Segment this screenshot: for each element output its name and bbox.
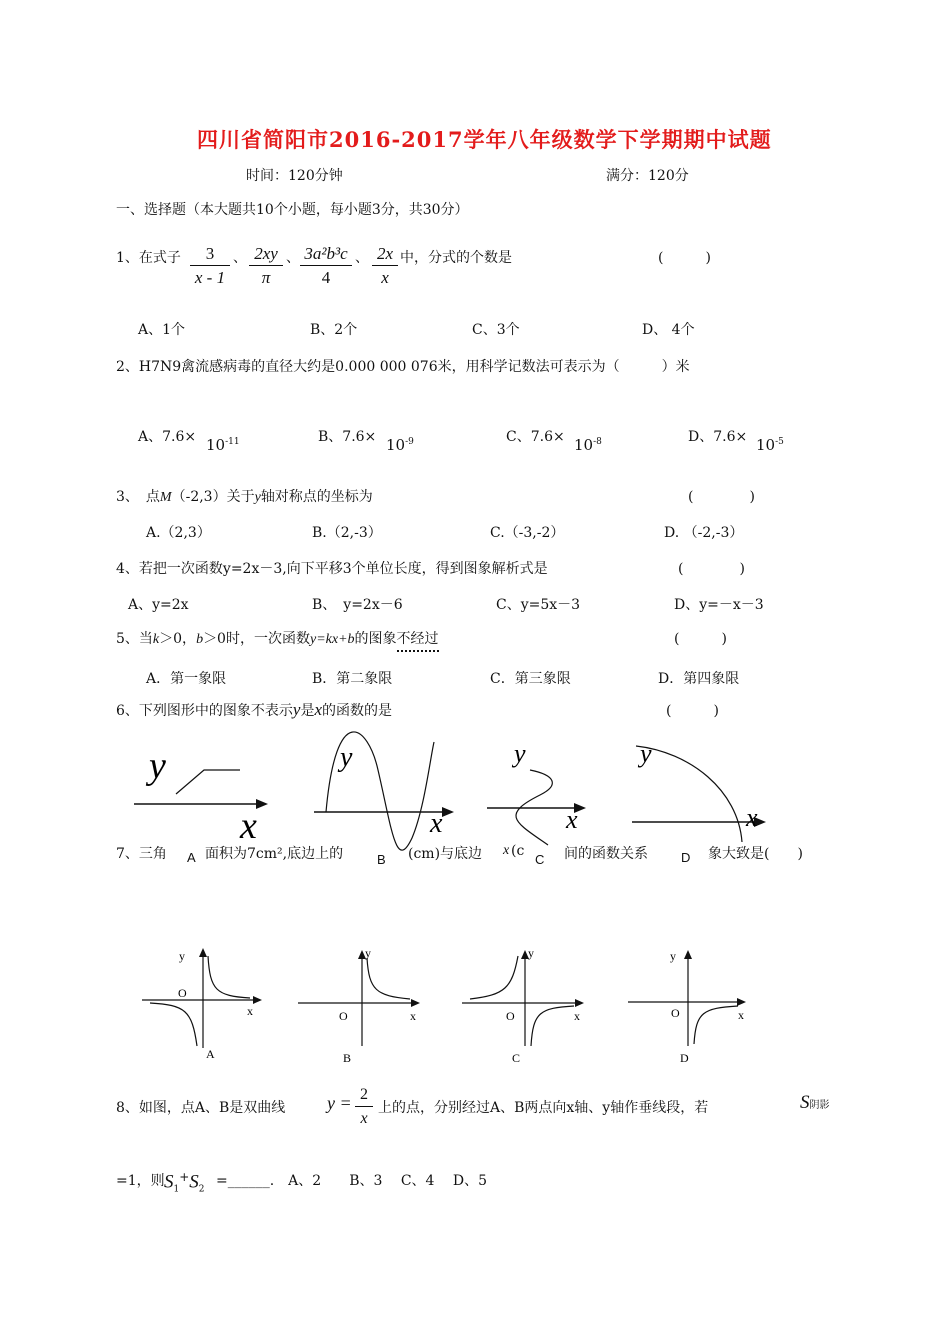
q2-d-exp: -5 (775, 437, 784, 447)
q3-answer-paren: ( ) (688, 489, 755, 505)
q2-text: 2、H7N9禽流感病毒的直径大约是0.000 000 076米，用科学记数法可表示为（ ）米 (116, 359, 690, 375)
q2-c-base: 10 (574, 436, 594, 454)
q5-bvar: b (196, 632, 204, 647)
q7-b-o: O (339, 1009, 348, 1023)
q5-option-b: B．第二象限 (312, 671, 393, 687)
q7-b-x: x (410, 1009, 416, 1023)
q2-d-lead: D、7.6× (688, 429, 748, 445)
q7-a-x: x (247, 1004, 253, 1018)
q7-b-y: y (365, 946, 371, 960)
q6-a-x-label: x (240, 805, 257, 847)
q7-d-y: y (670, 949, 676, 963)
q7-text-f: 象大致是( ) (708, 846, 803, 862)
q7-graph-a (142, 948, 262, 1061)
q1-f2-den: π (261, 268, 271, 287)
exam-time: 时间：120分钟 (246, 168, 343, 184)
q2-c-lead: C、7.6× (506, 429, 565, 445)
q8-eq-lhs: y = (327, 1093, 352, 1113)
q5-option-a: A．第一象限 (146, 671, 227, 687)
q7-label-d: D (680, 1051, 689, 1065)
q5-d: 的图象 (354, 631, 397, 647)
q7-var-x: x (503, 843, 510, 858)
q7-a-o: O (178, 986, 187, 1000)
q1-f1-den: x - 1 (194, 268, 226, 287)
q1-option-a: A、1个 (138, 322, 186, 338)
q8-s-shaded (800, 1092, 830, 1114)
q4-text: 4、若把一次函数y=2x－3,向下平移3个单位长度，得到图象解析式是 (116, 561, 548, 577)
q1-sep-1: 、 (233, 250, 247, 266)
q4-answer-paren: ( ) (678, 561, 745, 577)
q8-text-d: =______. A、2 B、3 C、4 D、5 (216, 1173, 488, 1189)
q5-k: k (152, 632, 160, 647)
q6-label-d: D (681, 850, 691, 865)
q6-label-a: A (187, 850, 196, 865)
q5-answer-paren: ( ) (674, 631, 727, 647)
q2-a-base: 10 (206, 436, 226, 454)
q3-option-c: C.（-3,-2） (490, 525, 565, 541)
q1-sep-2: 、 (286, 250, 300, 266)
q5-option-c: C．第三象限 (490, 671, 571, 687)
q7-label-b: B (343, 1051, 352, 1065)
q5-b: ＞0， (159, 631, 197, 647)
q8-text-c: =1，则 (116, 1173, 165, 1189)
q5-dotted: 不经过 (397, 631, 439, 652)
q6-y: y (292, 700, 301, 719)
q1-option-b: B、2个 (310, 322, 358, 338)
q8-f-num: 2 (355, 1084, 373, 1107)
q1-sep-3: 、 (355, 250, 369, 266)
q4-option-a: A、y=2x (128, 597, 189, 613)
q7-d-x: x (738, 1008, 744, 1022)
q8-sum (164, 1170, 205, 1195)
q6-c-y-label: y (514, 739, 526, 768)
q7-graph-c (462, 946, 584, 1065)
q2-a-lead: A、7.6× (138, 429, 197, 445)
q7-text-a: 7、三角 (116, 846, 167, 862)
q5-option-d: D．第四象限 (658, 671, 740, 687)
q7-c-y: y (528, 946, 534, 960)
q5-func: y=kx+b (309, 632, 355, 647)
q7-text-c: (cm)与底边 (408, 846, 483, 862)
q1-f4-num: 2x (372, 243, 398, 266)
q8-f-den: x (360, 1110, 368, 1127)
q6-c-x-label: x (566, 805, 578, 834)
q1-option-d: D、 4个 (642, 322, 695, 338)
exam-score: 满分：120分 (606, 168, 689, 184)
q6-x: x (314, 700, 323, 719)
q6-d-y-label: y (640, 739, 652, 768)
q8-s1-sub: 1 (173, 1184, 180, 1195)
q7-d-o: O (671, 1006, 680, 1020)
q2-a-exp: -11 (225, 437, 240, 447)
q6-b-x-label: x (430, 808, 443, 839)
q1-f3-den: 4 (321, 268, 331, 287)
q3-option-d: D. （-2,-3） (664, 525, 744, 541)
q2-b-base: 10 (386, 436, 406, 454)
q8-text-b: 上的点，分别经过A、B两点向x轴、y轴作垂线段，若 (378, 1100, 709, 1116)
q7-a-y: y (179, 949, 185, 963)
q8-fraction (355, 1084, 373, 1131)
q6-answer-paren: ( ) (666, 703, 719, 719)
q8-text-a: 8、如图，点A、B是双曲线 (116, 1100, 286, 1116)
q7-label-a: A (206, 1047, 215, 1061)
page-title: 四川省简阳市2016-2017学年八年级数学下学期期中试题 (197, 127, 772, 152)
q5-c: ＞0时，一次函数 (203, 631, 310, 647)
q6-label-c: C (535, 852, 545, 867)
q2-b-lead: B、7.6× (318, 429, 377, 445)
q8-plus: + (179, 1170, 190, 1184)
q4-option-d: D、y=－x－3 (674, 597, 764, 613)
q6-c: 的函数的是 (322, 703, 393, 719)
q8-s1: S (164, 1171, 174, 1193)
q3-b: （-2,3）关于 (171, 489, 255, 505)
q6-a: 6、下列图形中的图象不表示 (116, 703, 293, 719)
q1-f3-num: 3a²b³c (300, 243, 352, 266)
q7-text-b: 面积为7cm²,底边上的 (205, 846, 344, 862)
q3-point: M (159, 490, 172, 505)
q1-f4-den: x (381, 268, 389, 287)
q6-b-y-label: y (340, 742, 353, 773)
q7-c-o: O (506, 1009, 515, 1023)
q2-d-base: 10 (756, 436, 776, 454)
q4-option-b: B、 y=2x－6 (312, 597, 403, 613)
q2-c-exp: -8 (593, 437, 602, 447)
q6-label-b: B (377, 852, 386, 867)
q1-prefix: 1、在式子 (116, 250, 181, 266)
q7-label-c: C (512, 1051, 521, 1065)
q7-text-e: 间的函数关系 (564, 846, 648, 862)
q7-graph-d (628, 949, 746, 1065)
q8-s2-sub: 2 (198, 1184, 205, 1195)
q6-d-x-label: x (746, 803, 758, 832)
q7-text-d: (c (511, 843, 525, 859)
q3-option-a: A.（2,3） (146, 525, 211, 541)
q1-suffix: 中，分式的个数是 (400, 250, 512, 266)
q3-c: 轴对称点的坐标为 (260, 489, 373, 505)
q3-a: 3、 点 (116, 489, 160, 505)
q8-s: S (800, 1092, 810, 1113)
q3-axis: y (254, 490, 261, 505)
q1-answer-paren: ( ) (658, 250, 711, 266)
q6-a-y-label: y (149, 745, 166, 787)
q6-b: 是 (300, 703, 315, 719)
q7-graph-b (298, 946, 420, 1065)
section-heading: 一、选择题（本大题共10个小题，每小题3分，共30分） (116, 202, 469, 218)
q8-s-sub: 阴影 (809, 1100, 830, 1111)
q4-option-c: C、y=5x－3 (496, 597, 581, 613)
q2-b-exp: -9 (405, 437, 414, 447)
q5-a: 5、当 (116, 631, 153, 647)
q1-f1-num: 3 (190, 243, 230, 266)
q8-s2: S (189, 1171, 199, 1193)
q1-f2-num: 2xy (249, 243, 283, 266)
q3-option-b: B.（2,-3） (312, 525, 382, 541)
q1-option-c: C、3个 (472, 322, 520, 338)
q7-c-x: x (574, 1009, 580, 1023)
